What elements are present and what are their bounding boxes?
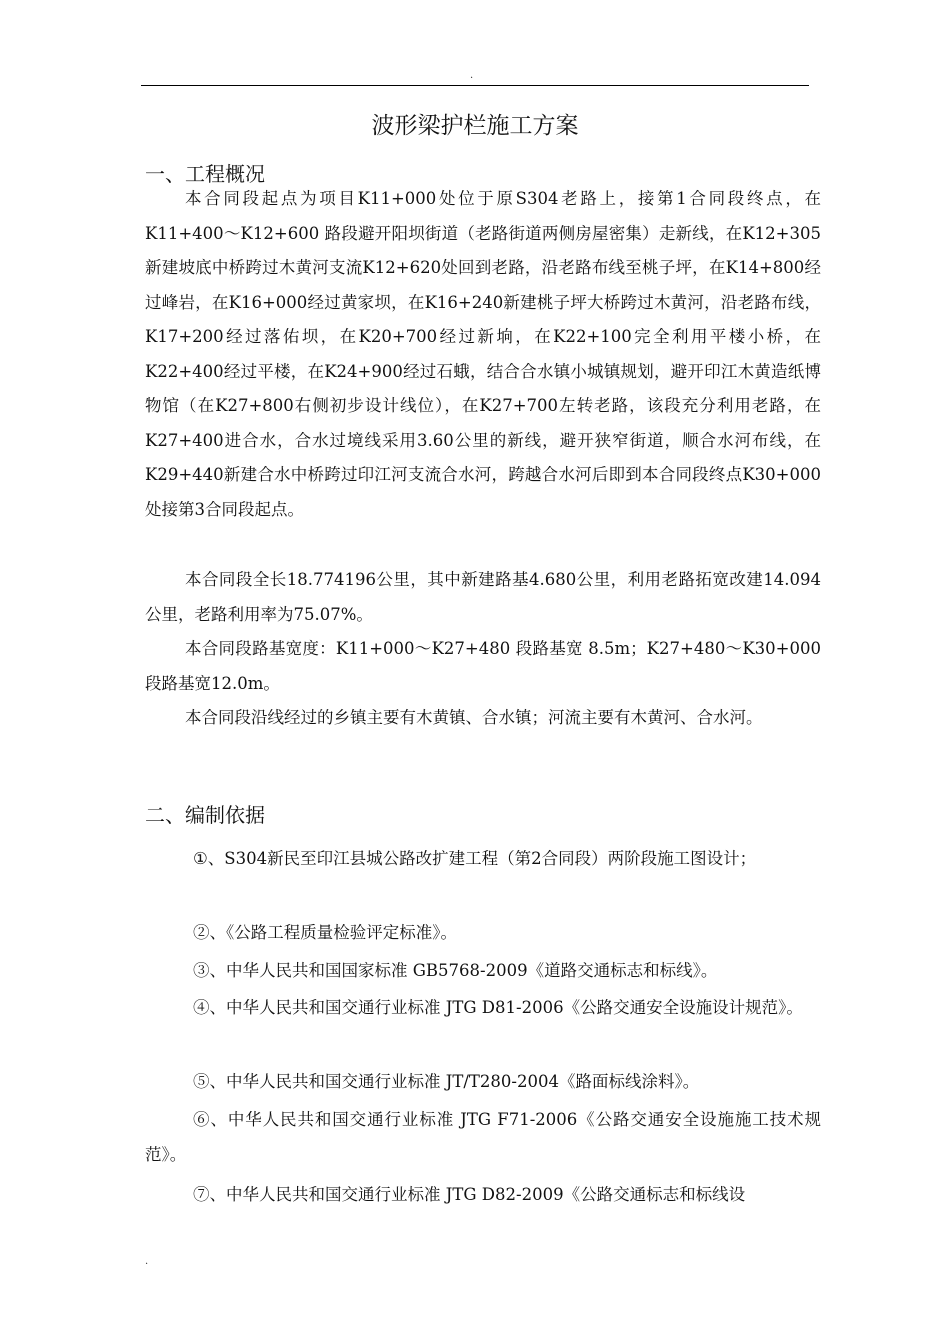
basis-item-1: ①、S304新民至印江县城公路改扩建工程（第2合同段）两阶段施工图设计；: [193, 849, 757, 868]
section-heading-overview: 一、工程概况: [145, 162, 265, 186]
overview-paragraph-width: 本合同段路基宽度：K11+000～K27+480 段路基宽 8.5m；K27+480～K30+000段路基宽12.0m。: [145, 639, 821, 693]
overview-paragraph-route: 本合同段起点为项目K11+000处位于原S304老路上，接第1合同段终点，在K11+400～K12+600 路段避开阳坝街道（老路街道两侧房屋密集）走新线，在K12+305新建坡底中桥跨过木黄河支流K12+620处回到老路，沿老路布线至桃子坪，在K14+800经过峰岩，在K16+000经过黄家坝，在K16+240新建桃子坪大桥跨过木黄河，沿老路布线，K17+200经过落佑坝，在K20+700经过新垧，在K22+100完全利用平楼小桥，在K22+400经过平楼，在K24+900经过石蛾，结合合水镇小城镇规划，避开印江木黄造纸博物馆（在K27+800右侧初步设计线位），在K27+700左转老路，该段充分利用老路，在K27+400进合水，合水过境线采用3.60公里的新线，避开狭窄街道，顺合水河布线，在K29+440新建合水中桥跨过印江河支流合水河，跨越合水河后即到本合同段终点K30+000处接第3合同段起点。: [145, 189, 821, 519]
header-mark: .: [470, 70, 474, 81]
basis-item-4: ④、中华人民共和国交通行业标准 JTG D81-2006《公路交通安全设施设计规范》。: [193, 998, 803, 1017]
basis-item-7: ⑦、中华人民共和国交通行业标准 JTG D82-2009《公路交通标志和标线设: [193, 1185, 746, 1204]
basis-item-6: ⑥、中华人民共和国交通行业标准 JTG F71-2006《公路交通安全设施施工技术规范》。: [145, 1110, 821, 1164]
header-rule: [141, 85, 809, 86]
footer-mark: .: [145, 1256, 149, 1267]
basis-item-2: ②、《公路工程质量检验评定标准》。: [193, 923, 457, 942]
basis-item-5: ⑤、中华人民共和国交通行业标准 JT/T280-2004《路面标线涂料》。: [193, 1072, 700, 1091]
overview-paragraph-towns: 本合同段沿线经过的乡镇主要有木黄镇、合水镇；河流主要有木黄河、合水河。: [185, 708, 763, 727]
basis-item-3: ③、中华人民共和国国家标准 GB5768-2009《道路交通标志和标线》。: [193, 961, 718, 980]
section-heading-basis: 二、编制依据: [145, 803, 265, 827]
document-title: 波形梁护栏施工方案: [371, 113, 579, 139]
overview-paragraph-length: 本合同段全长18.774196公里，其中新建路基4.680公里，利用老路拓宽改建14.094公里，老路利用率为75.07%。: [145, 570, 821, 624]
